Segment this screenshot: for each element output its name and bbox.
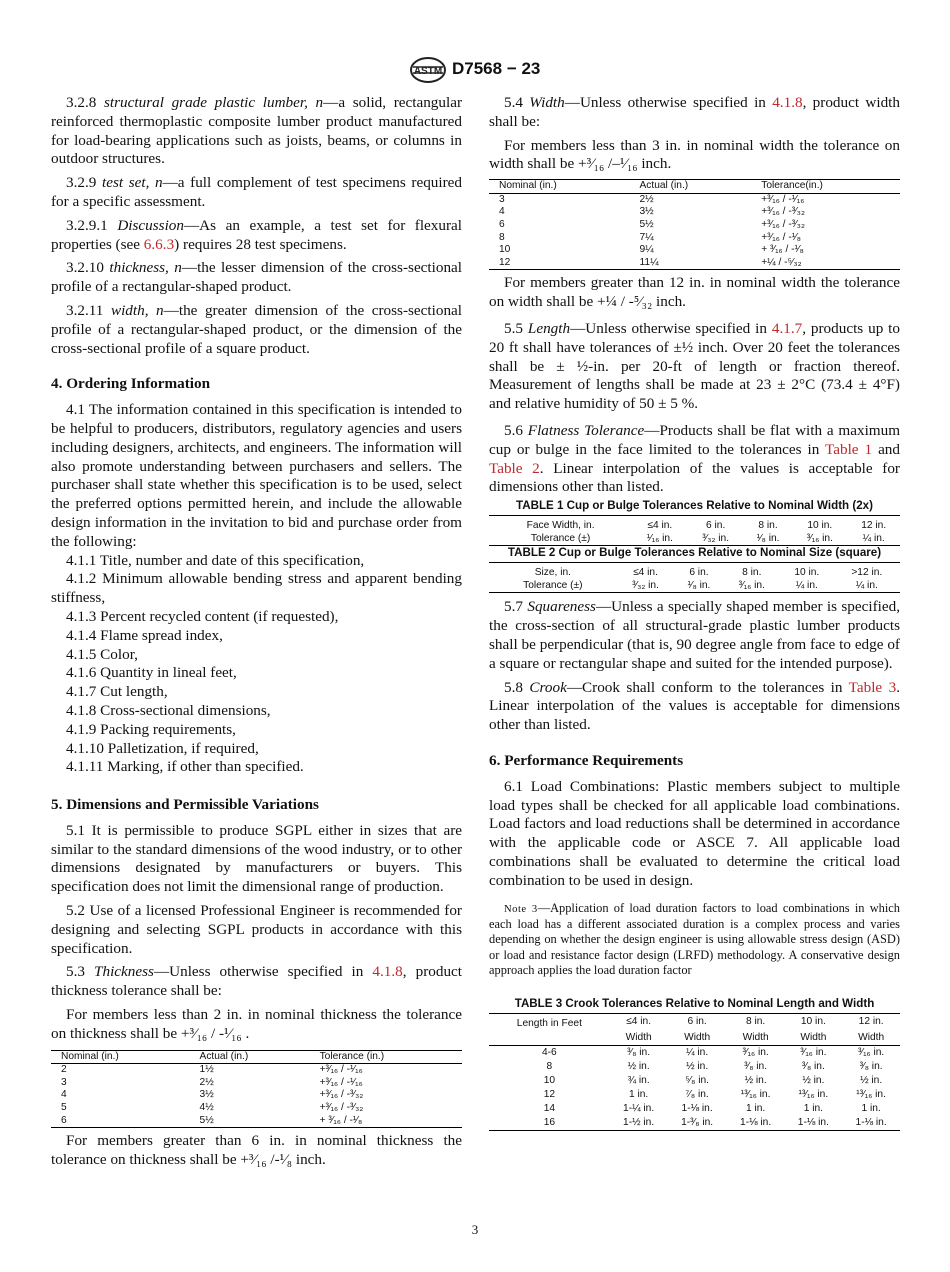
- table-header: Tolerance (in.): [319, 1050, 385, 1062]
- thickness-tolerance-table: [51, 1050, 462, 1129]
- list-item: 4.1.2 Minimum allowable bending stress and apparent bending stiffness,: [51, 570, 462, 607]
- para-5-3: 5.3 Thickness—Unless otherwise specified in 4.1.8, product thickness tolerance shall be:: [51, 963, 462, 1000]
- table-header-row: Length in Feet ≤4 in. 6 in. 8 in. 10 in. 12 in.: [489, 1013, 900, 1031]
- ref-table-1-link[interactable]: Table 1: [825, 440, 873, 458]
- table-header: Tolerance(in.): [761, 180, 823, 192]
- para-5-6: 5.6 Flatness Tolerance—Products shall be flat with a maximum cup or bulge in the face limited to the tolerances in Table 1 and Table 2. Linear interpolation of the values is acceptable for dimensions other than listed.: [489, 421, 901, 496]
- para-3-2-9-1: 3.2.9.1 Discussion—As an example, a test set for flexural properties (see 6.6.3) requires 28 test specimens.: [51, 216, 463, 253]
- para-3-2-9: 3.2.9 test set, n—a full complement of test specimens required for a specific assessment.: [51, 174, 462, 210]
- ref-4-1-7-link[interactable]: 4.1.7: [771, 319, 803, 337]
- para-3-2-11: 3.2.11 width, n—the greater dimension of the cross-sectional profile of a rectangular-shaped product, or the dimension of the cross-sectional profile of a square product.: [51, 301, 462, 357]
- list-item: 4.1.1 Title, number and date of this specification,: [66, 551, 365, 569]
- list-item: 4.1.3 Percent recycled content (if requested),: [66, 607, 339, 625]
- page-number: 3: [471, 1222, 479, 1237]
- width-tolerance-table: [489, 179, 900, 270]
- table-3-crook: [489, 1013, 900, 1131]
- para-5-4-c: For members greater than 12 in. in nominal width the tolerance on width shall be +¼ / -⁵⁄₃₂ inch.: [489, 274, 900, 311]
- table-row: 8 ½ in. ½ in. ³⁄₈ in. ³⁄₈ in. ³⁄₈ in.: [546, 1060, 883, 1072]
- table-row: 6 5½ + ³⁄₁₆ / -¹⁄₈: [51, 1115, 462, 1128]
- list-item: 4.1.5 Color,: [66, 645, 138, 663]
- table-row: Tolerance (±) ³⁄₃₂ in. ¹⁄₈ in. ³⁄₁₆ in. ¼ in. ¼ in.: [523, 579, 878, 591]
- table-row: 2 1½ +³⁄₁₆ / -¹⁄₁₆: [61, 1064, 363, 1076]
- para-5-4: 5.4 Width—Unless otherwise specified in 4.1.8, product width shall be:: [489, 94, 900, 130]
- table-row: 8 7¼ +³⁄₁₆ / -¹⁄₈: [499, 231, 802, 243]
- table-row: 3 2½ +³⁄₁₆ / -¹⁄₁₆: [499, 193, 805, 205]
- table-row: 6 5½ +³⁄₁₆ / -³⁄₃₂: [499, 218, 805, 230]
- para-6-1: 6.1 Load Combinations: Plastic members subject to multiple load types shall be checked for all applicable load combinations. Load factors and load reductions shall be determined in accordance with the applicable code or ASCE 7. All applicable load combinations shall be evaluated to determine the critical load combination to be used in design.: [489, 777, 900, 889]
- table-row: Size, in. ≤4 in. 6 in. 8 in. 10 in. >12 in.: [534, 567, 883, 579]
- para-3-2-10: 3.2.10 thickness, n—the lesser dimension of the cross-sectional profile of a rectangular-shaped product.: [51, 259, 463, 296]
- page-header: [0, 56, 950, 84]
- para-5-5: 5.5 Length—Unless otherwise specified in 4.1.7, products up to 20 ft shall have tolerances of ±½ inch. Over 20 feet the tolerances shall be ± ½-in. per 20-ft of length or fraction thereof. Measurement of lengths shall be made at 23 ± 2°C (73.4 ± 4°F) and relative humidity of 50 ± 5 %.: [489, 319, 900, 413]
- table-header: Nominal (in.): [61, 1050, 119, 1062]
- table-row: 14 1-¼ in. 1-⅛ in. 1 in. 1 in. 1 in.: [543, 1102, 881, 1114]
- table-header: Actual (in.): [639, 180, 689, 192]
- para-5-7: 5.7 Squareness—Unless a specially shaped member is specified, the cross-section of all structural-grade plastic lumber products shall be perpendicular (that is, 90 degree angle from face to edge of a square or rectangular shape and suited for the intended purpose).: [489, 598, 900, 672]
- list-item: 4.1.6 Quantity in lineal feet,: [66, 664, 237, 682]
- table-header: Actual (in.): [199, 1050, 249, 1062]
- para-5-1: 5.1 It is permissible to produce SGPL either in sizes that are similar to the standard dimensions of the wood industry, or to other dimensions designated by manufacturers or buyers. This specification does not limit the dimensional range of production.: [51, 821, 462, 896]
- table-1-caption: TABLE 1 Cup or Bulge Tolerances Relative to Nominal Width (2x): [516, 499, 873, 513]
- table-header-row: Width Width Width Width Width: [489, 1031, 900, 1046]
- para-4-1: 4.1 The information contained in this specification is intended to be helpful to producers, distributors, regulatory agencies and users including designers, architects, and engineers. The information will also promote understanding between purchasers and sellers. The purchaser shall state whether this specification is to be used, select the preferred options permitted herein, and include the allowable design information in the invitation to bid and purchase order from the following:: [51, 401, 462, 550]
- ref-table-3-link[interactable]: Table 3: [848, 678, 897, 696]
- section-5-heading: 5. Dimensions and Permissible Variations: [51, 796, 319, 814]
- table-row: 16 1-½ in. 1-³⁄₈ in. 1-⅛ in. 1-⅛ in. 1-⅛ in.: [489, 1116, 900, 1131]
- para-5-4-b: For members less than 3 in. in nominal width the tolerance on width shall be +³⁄₁₆ /–¹⁄₁₆ inch.: [489, 136, 900, 173]
- table-row: 12 11¼ +¼ / -⁵⁄₃₂: [489, 257, 900, 270]
- table-row: 12 1 in. ⁷⁄₈ in. ¹³⁄₁₆ in. ¹³⁄₁₆ in. ¹³⁄₁₆ in.: [543, 1088, 886, 1100]
- table-2-caption: TABLE 2 Cup or Bulge Tolerances Relative to Nominal Size (square): [507, 546, 882, 560]
- table-header: Nominal (in.): [499, 180, 557, 192]
- astm-logo-icon: [408, 56, 448, 84]
- para-5-8: 5.8 Crook—Crook shall conform to the tolerances in Table 3. Linear interpolation of the values is acceptable for dimensions other than listed.: [489, 678, 900, 734]
- para-5-3-b: For members less than 2 in. in nominal thickness the tolerance on thickness shall be +³⁄₁₆ / -¹⁄₁₆ .: [51, 1006, 462, 1042]
- para-3-2-8: 3.2.8 structural grade plastic lumber, n—a solid, rectangular reinforced thermoplastic composite lumber product manufactured for load-bearing applications such as joists, beams, or columns in outdoor structures.: [51, 94, 462, 168]
- left-column: [51, 94, 462, 1175]
- ref-4-1-8-link[interactable]: 4.1.8: [372, 963, 403, 981]
- table-3-caption: TABLE 3 Crook Tolerances Relative to Nominal Length and Width: [514, 996, 875, 1010]
- ref-table-2-link[interactable]: Table 2: [489, 459, 540, 477]
- ref-4-1-8-link[interactable]: 4.1.8: [772, 94, 803, 111]
- table-row: 3 2½ +³⁄₁₆ / -¹⁄₁₆: [61, 1076, 363, 1088]
- list-item: 4.1.9 Packing requirements,: [66, 720, 236, 738]
- right-column: [489, 94, 900, 1131]
- list-item: 4.1.4 Flame spread index,: [66, 626, 223, 644]
- ref-6-6-3-link[interactable]: 6.6.3: [143, 235, 175, 253]
- section-6-heading: 6. Performance Requirements: [489, 752, 684, 770]
- ordering-items-list: [51, 552, 462, 778]
- table-row: 10 ¾ in. ⁵⁄₈ in. ½ in. ½ in. ½ in.: [543, 1074, 883, 1086]
- table-row: 4 3½ +³⁄₁₆ / -³⁄₃₂: [499, 206, 805, 218]
- para-5-2: 5.2 Use of a licensed Professional Engineer is recommended for designing and selecting SGPL products in accordance with this specification.: [51, 902, 462, 957]
- document-id: D7568 − 23: [452, 59, 541, 78]
- table-1: [489, 515, 900, 546]
- section-4-heading: 4. Ordering Information: [51, 375, 211, 393]
- list-item: 4.1.8 Cross-sectional dimensions,: [66, 701, 271, 719]
- table-row: Tolerance (±) ¹⁄₁₆ in. ³⁄₃₂ in. ¹⁄₈ in. ³⁄₁₆ in. ¼ in.: [530, 532, 885, 544]
- list-item: 4.1.10 Palletization, if required,: [66, 739, 259, 757]
- table-row: 5 4½ +³⁄₁₆ / -³⁄₃₂: [61, 1102, 364, 1114]
- para-5-3-c: For members greater than 6 in. in nominal thickness the tolerance on thickness shall be +³⁄₁₆ /-¹⁄₈ inch.: [51, 1132, 462, 1169]
- table-row: 4-6 ³⁄₈ in. ¼ in. ³⁄₁₆ in. ³⁄₁₆ in. ³⁄₁₆ in.: [542, 1046, 885, 1058]
- table-row: Face Width, in. ≤4 in. 6 in. 8 in. 10 in. 12 in.: [526, 520, 887, 532]
- logo-text: ASTM: [413, 66, 443, 77]
- table-2: [489, 562, 900, 593]
- note-3: Note 3—Application of load duration factors to load combinations in which each load has a different associated duration is a complex process and varies depending on whether the design engineer is using allowable stress design (ASD) or load and resistance factor design (LRFD) methodology. A conservative design approach applies the load duration factor: [489, 900, 901, 978]
- table-row: 4 3½ +³⁄₁₆ / -³⁄₃₂: [61, 1089, 364, 1101]
- table-row: 10 9¼ + ³⁄₁₆ / -¹⁄₈: [499, 244, 804, 256]
- list-item: 4.1.7 Cut length,: [66, 683, 168, 701]
- list-item: 4.1.11 Marking, if other than specified.: [66, 758, 304, 776]
